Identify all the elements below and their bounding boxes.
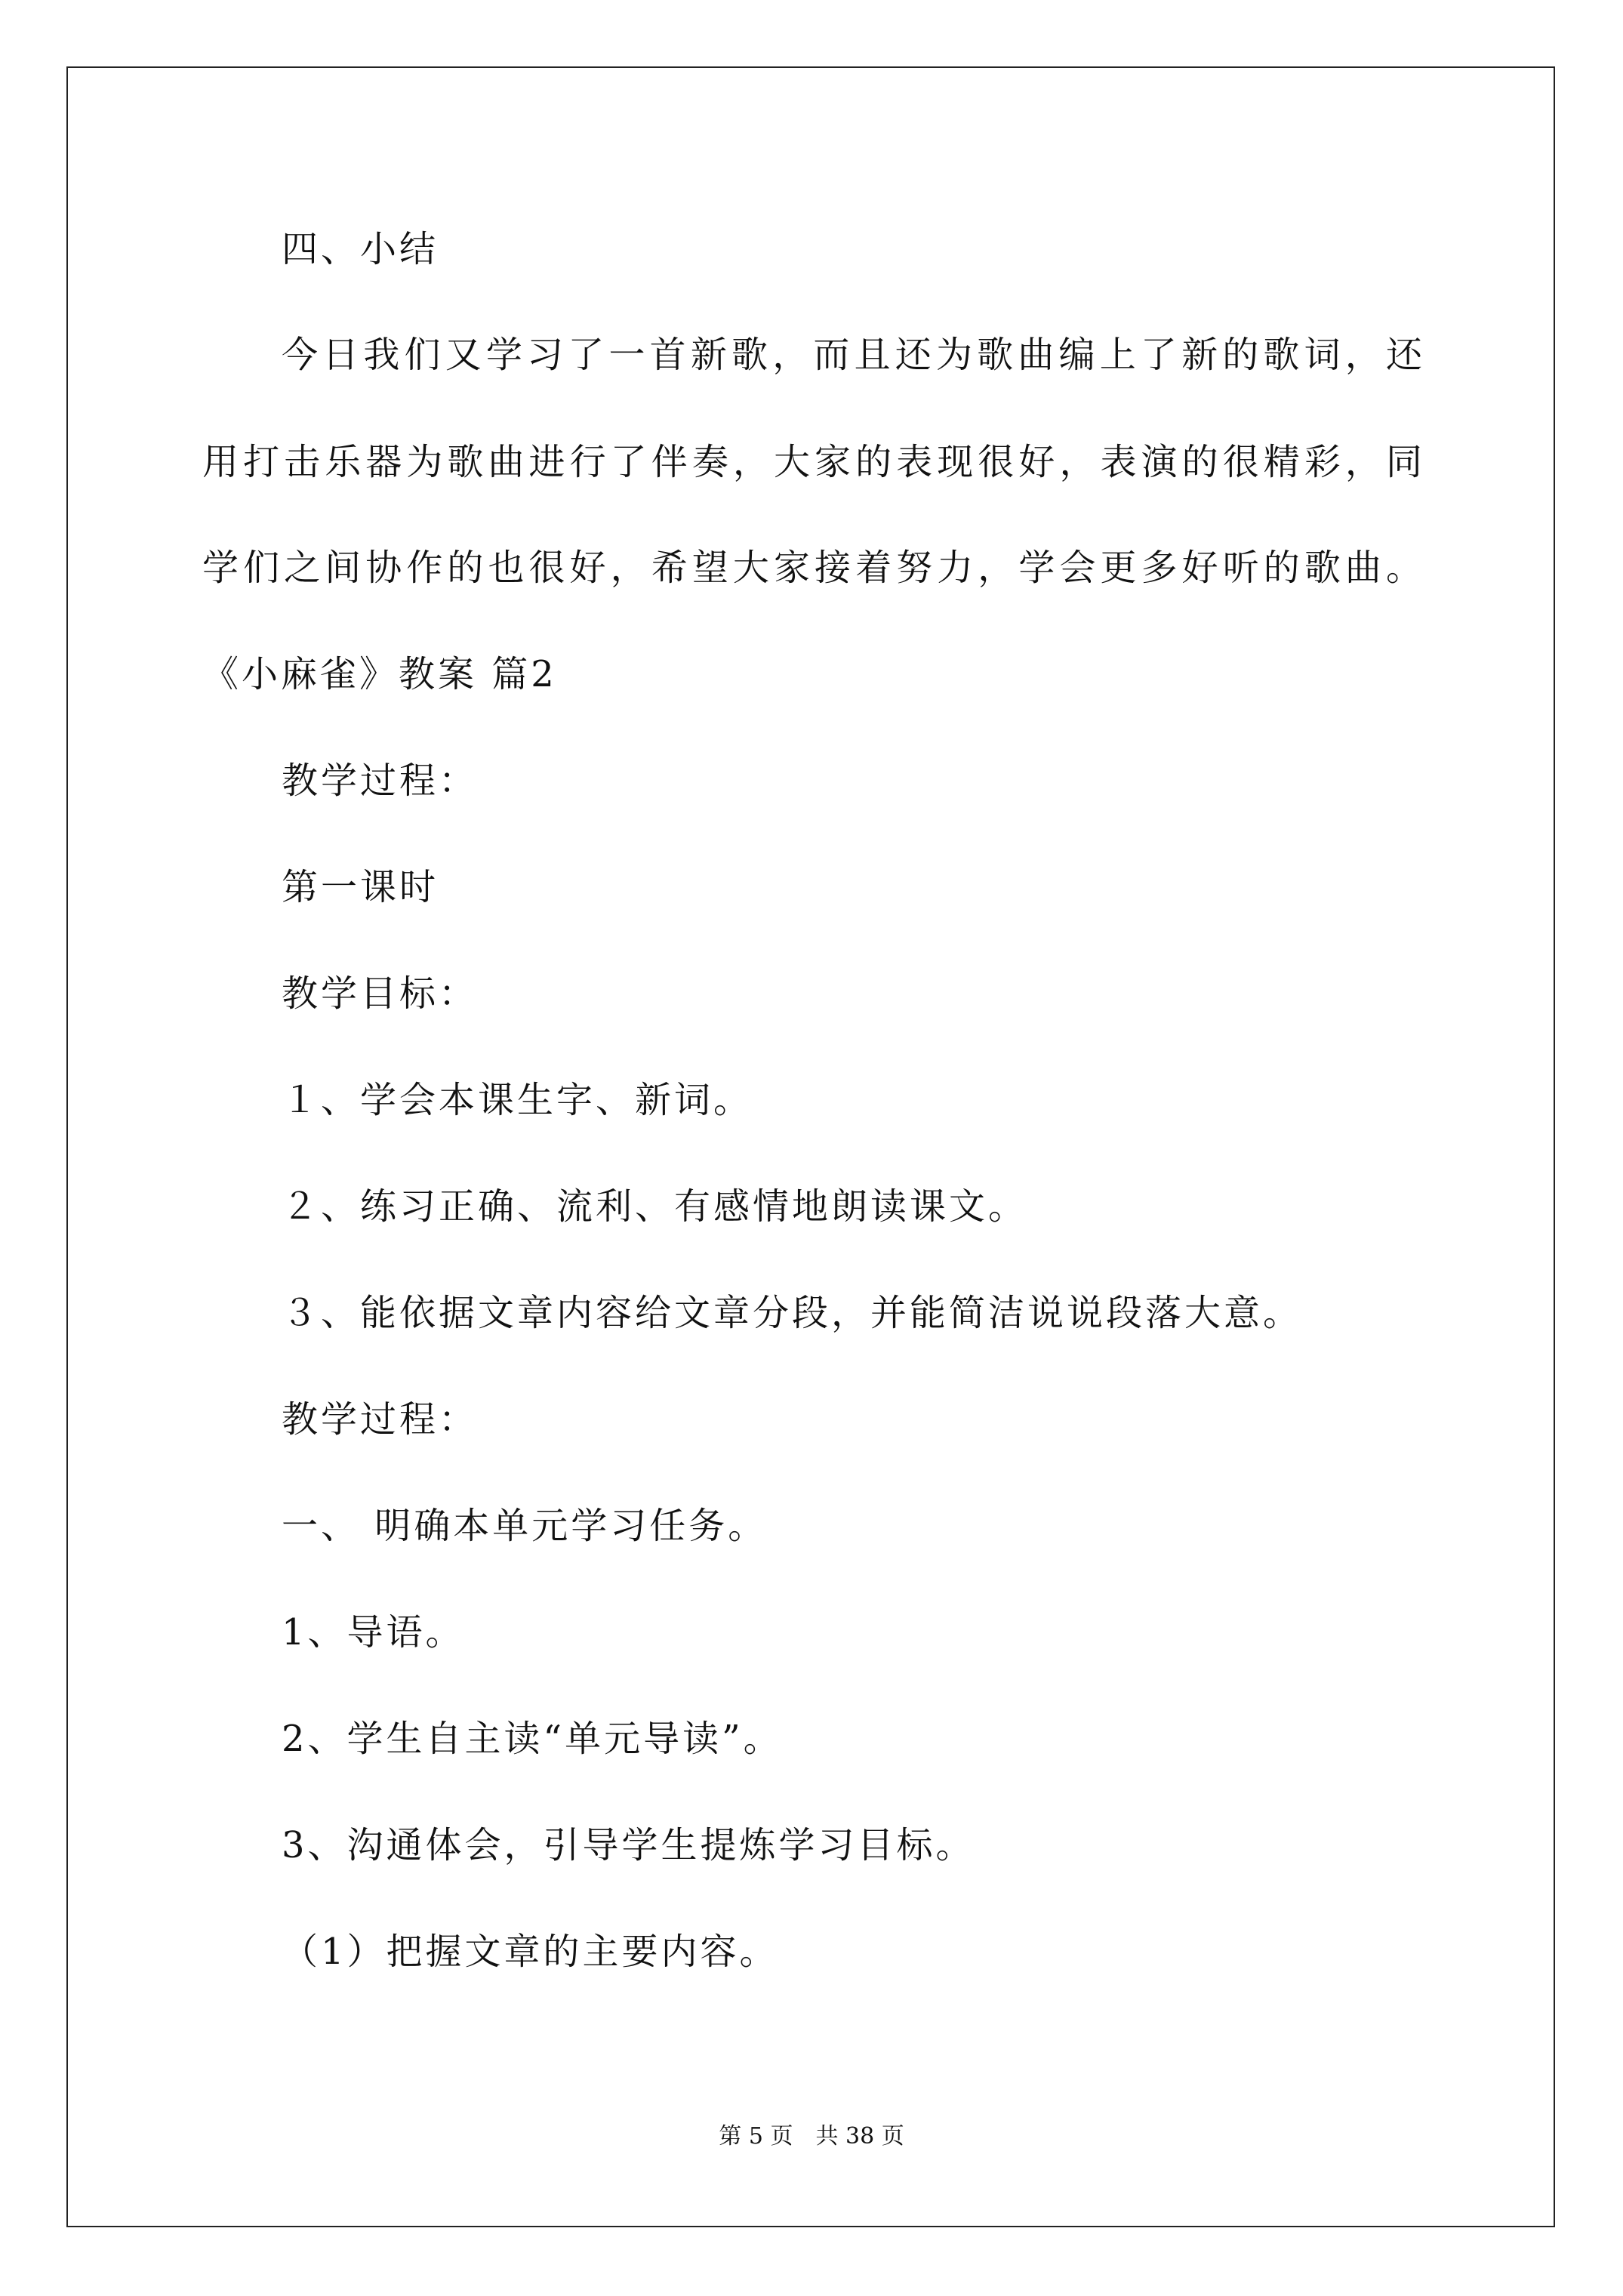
list-item: 一、 明确本单元学习任务。 (282, 1505, 768, 1547)
paragraph-line: 学们之间协作的也很好，希望大家接着努力，学会更多好听的歌曲。 (202, 547, 1425, 589)
section-heading-summary: 四、小结 (282, 228, 439, 270)
paragraph-line: 用打击乐器为歌曲进行了伴奏，大家的表现很好，表演的很精彩，同 (202, 441, 1425, 483)
subheading: 教学过程： (282, 1398, 479, 1441)
list-item: ３、能依据文章内容给文章分段，并能简洁说说段落大意。 (282, 1292, 1303, 1334)
paragraph-line: 今日我们又学习了一首新歌，而且还为歌曲编上了新的歌词，还 (282, 334, 1425, 376)
list-item: 2、学生自主读“单元导读”。 (282, 1718, 783, 1760)
subheading: 教学目标： (282, 972, 479, 1015)
list-item: （1）把握文章的主要内容。 (282, 1931, 779, 1973)
page-border (66, 66, 1555, 2227)
lesson-title: 《小麻雀》教案 篇2 (202, 653, 557, 695)
subheading: 第一课时 (282, 866, 439, 908)
list-item: 3、沟通体会，引导学生提炼学习目标。 (282, 1824, 975, 1866)
page-number: 第 5 页 共 38 页 (719, 2123, 904, 2150)
list-item: １、学会本课生字、新词。 (282, 1079, 753, 1121)
list-item: 1、导语。 (282, 1611, 465, 1653)
subheading: 教学过程： (282, 760, 479, 802)
list-item: ２、练习正确、流利、有感情地朗读课文。 (282, 1185, 1028, 1228)
